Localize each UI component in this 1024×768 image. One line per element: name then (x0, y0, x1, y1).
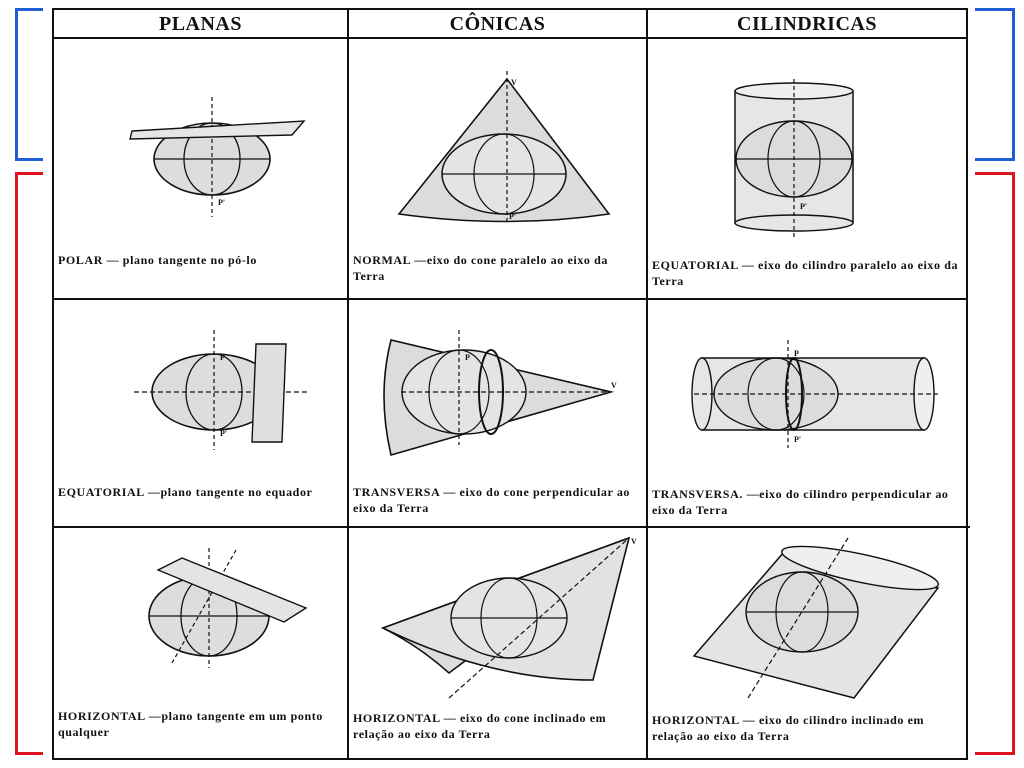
caption-term: TRANSVERSA (353, 485, 440, 499)
svg-text:P': P' (218, 198, 226, 207)
caption-planar-polar (58, 252, 343, 268)
caption-cylindrical-equatorial (652, 257, 962, 289)
projection-table (52, 8, 968, 760)
caption-term: HORIZONTAL (58, 709, 146, 723)
caption-desc: —eixo do cilindro perpendicular ao eixo da Terra (652, 487, 949, 517)
svg-text:P: P (794, 349, 799, 358)
cell-conic-horizontal (349, 528, 646, 758)
svg-text:P': P' (794, 435, 802, 444)
header-conicas: CÔNICAS (449, 12, 546, 35)
svg-text:V: V (631, 537, 637, 546)
cell-cylindrical-equatorial (648, 39, 966, 298)
cell-cylindrical-horizontal (648, 528, 966, 758)
caption-term: POLAR (58, 253, 103, 267)
caption-desc: — plano tangente no pó-lo (106, 253, 257, 267)
caption-conic-normal (353, 252, 642, 284)
caption-conic-transverse (353, 484, 642, 516)
caption-term: EQUATORIAL (652, 258, 739, 272)
caption-desc: —plano tangente em um ponto qualquer (58, 709, 323, 739)
caption-desc: —eixo do cone paralelo ao eixo da Terra (353, 253, 609, 283)
svg-text:P': P' (220, 429, 228, 438)
header-cilindricas: CILINDRICAS (737, 12, 877, 35)
cell-planar-equatorial (54, 300, 347, 526)
caption-term: TRANSVERSA. (652, 487, 743, 501)
svg-text:V: V (611, 381, 617, 390)
header-planas: PLANAS (158, 12, 242, 35)
caption-term: NORMAL (353, 253, 411, 267)
caption-desc: — eixo do cilindro paralelo ao eixo da Terra (652, 258, 959, 288)
caption-term: HORIZONTAL (353, 711, 441, 725)
caption-desc: — eixo do cilindro inclinado em relação ao eixo da Terra (652, 713, 925, 743)
caption-desc: —plano tangente no equador (147, 485, 313, 499)
caption-term: EQUATORIAL (58, 485, 145, 499)
caption-term: HORIZONTAL (652, 713, 740, 727)
svg-text:P': P' (800, 202, 808, 211)
caption-desc: — eixo do cone inclinado em relação ao eixo da Terra (353, 711, 607, 741)
svg-text:P': P' (509, 212, 517, 221)
cell-cylindrical-transverse (648, 300, 966, 526)
caption-desc: — eixo do cone perpendicular ao eixo da Terra (353, 485, 631, 515)
caption-cylindrical-horizontal (652, 712, 962, 744)
caption-planar-equatorial (58, 484, 343, 500)
svg-text:P: P (220, 353, 225, 362)
blue-bracket-right (975, 8, 1015, 161)
caption-conic-horizontal (353, 710, 642, 742)
cell-planar-polar (54, 39, 347, 298)
cell-conic-normal (349, 39, 646, 298)
cell-planar-horizontal (54, 528, 347, 758)
caption-planar-horizontal (58, 708, 343, 740)
svg-text:P: P (465, 353, 470, 362)
svg-text:V: V (511, 78, 517, 87)
red-bracket-left (15, 172, 43, 755)
red-bracket-right (975, 172, 1015, 755)
blue-bracket-left (15, 8, 43, 161)
caption-cylindrical-transverse (652, 486, 962, 518)
cell-conic-transverse (349, 300, 646, 526)
